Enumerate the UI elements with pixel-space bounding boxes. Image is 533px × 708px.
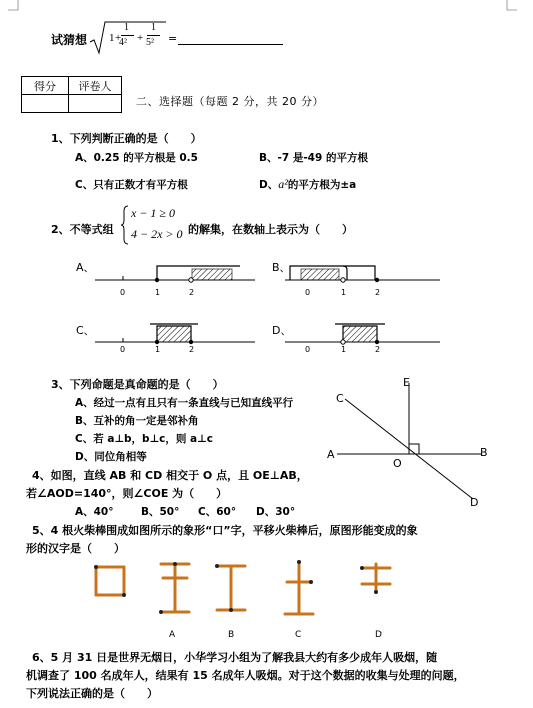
grader-cell[interactable] [69, 95, 122, 113]
frac2-bar [147, 35, 160, 36]
q4-option-c[interactable]: C、60° [198, 506, 237, 518]
q1-option-a[interactable]: A、0.25 的平方根是 0.5 [75, 152, 198, 164]
frac1-numerator: 1 [124, 22, 129, 33]
tick-c-2: 2 [189, 345, 195, 354]
q2-option-c-label[interactable]: C、 [76, 324, 95, 337]
numberline-c[interactable] [90, 318, 260, 368]
tick-a-0: 0 [120, 288, 126, 297]
frac1-denominator: 4² [119, 37, 127, 48]
answer-blank-line[interactable] [178, 44, 283, 45]
score-header: 得分 [22, 77, 69, 95]
numberline-a[interactable] [90, 256, 260, 306]
tick-b-1: 1 [341, 288, 347, 297]
q6-line-3: 下列说法正确的是（ ） [26, 687, 158, 700]
matchstick-option-a[interactable] [157, 560, 197, 620]
q1-option-d[interactable] [259, 177, 356, 192]
guess-plus-2: + [137, 32, 144, 44]
q3-option-a[interactable]: A、经过一点有且只有一条直线与已知直线平行 [75, 397, 294, 409]
q4-option-b[interactable]: B、50° [141, 506, 180, 518]
tick-a-2: 2 [189, 288, 195, 297]
matchstick-option-c[interactable] [281, 558, 321, 620]
guess-one: 1 [109, 32, 115, 44]
q5-label-a: A [169, 630, 176, 640]
q1-option-b[interactable]: B、-7 是-49 的平方根 [259, 152, 368, 164]
q2-inequality-2: 4 − 2x > 0 [131, 227, 183, 241]
q5-stem-2: 形的汉字是（ ） [26, 542, 125, 555]
guess-plus-1: + [115, 32, 122, 44]
q6-line-1: 6、5 月 31 日是世界无烟日，小华学习小组为了解我县大约有多少成年人吸烟，随 [32, 651, 438, 664]
figure-label-a: A [327, 448, 335, 461]
q2-inequality-1: x − 1 ≥ 0 [131, 206, 176, 220]
crop-mark-left [0, 0, 20, 20]
q2-stem-suffix: 的解集，在数轴上表示为（ ） [188, 223, 353, 236]
score-cell[interactable] [22, 95, 69, 113]
q2-option-d-label[interactable]: D、 [272, 324, 292, 337]
q2-stem-prefix: 2、不等式组 [51, 223, 114, 236]
q1-option-c[interactable]: C、只有正数才有平方根 [75, 179, 188, 191]
q3-option-c[interactable]: C、若 a⊥b，b⊥c，则 a⊥c [75, 433, 213, 445]
q4-option-d[interactable]: D、30° [256, 506, 296, 518]
q2-option-b-label[interactable]: B、 [272, 261, 291, 274]
figure-label-e: E [403, 376, 410, 389]
tick-b-2: 2 [375, 288, 381, 297]
q4-stem: 4、如图，直线 AB 和 CD 相交于 O 点，且 OE⊥AB， [32, 469, 308, 482]
tick-a-1: 1 [155, 288, 161, 297]
score-table [21, 76, 122, 113]
q3-stem: 3、下列命题是真命题的是（ ） [51, 378, 224, 391]
figure-label-o: O [393, 457, 402, 470]
guess-equals: = [168, 32, 178, 45]
numberline-d[interactable] [285, 318, 445, 368]
numberline-b[interactable] [285, 256, 445, 306]
matchstick-option-b[interactable] [213, 560, 253, 620]
q6-line-2: 机调查了 100 名成年人，结果有 15 名成年人吸烟。对于这个数据的收集与处理的问题， [26, 669, 465, 682]
q1-d-math: a² [278, 177, 288, 191]
figure-label-c: C [336, 392, 344, 405]
tick-d-0: 0 [305, 345, 311, 354]
q3-option-b[interactable]: B、互补的角一定是邻补角 [75, 415, 199, 427]
guess-label: 试猜想 [51, 33, 88, 47]
q5-label-d: D [375, 630, 382, 640]
tick-c-0: 0 [120, 345, 126, 354]
sqrt-sign-icon [90, 20, 170, 56]
q2-option-a-label[interactable]: A、 [76, 261, 95, 274]
matchstick-option-d[interactable] [358, 560, 398, 600]
q1-d-prefix: D、 [259, 179, 279, 191]
figure-label-d: D [470, 496, 479, 509]
q5-label-b: B [228, 630, 235, 640]
crop-mark-right [505, 0, 525, 20]
frac1-bar [121, 35, 134, 36]
q4-option-a[interactable]: A、40° [75, 506, 114, 518]
q1-stem: 1、下列判断正确的是（ ） [51, 132, 202, 145]
frac2-numerator: 1 [151, 22, 156, 33]
q4-stem-2: 若∠AOD=140°，则∠COE 为（ ） [26, 487, 228, 500]
q5-stem: 5、4 根火柴棒围成如图所示的象形“口”字，平移火柴棒后，原图形能变成的象 [32, 524, 418, 537]
q1-d-suffix: 的平方根为±a [287, 179, 357, 191]
section-title: 二、选择题（每题 2 分，共 20 分） [136, 95, 324, 108]
intersecting-lines-figure [325, 375, 495, 515]
figure-label-b: B [480, 446, 488, 459]
frac2-denominator: 5² [146, 37, 154, 48]
grader-header: 评卷人 [69, 77, 122, 95]
system-brace-icon [121, 205, 129, 245]
q3-option-d[interactable]: D、同位角相等 [75, 451, 147, 463]
tick-d-1: 1 [341, 345, 347, 354]
q5-label-c: C [295, 630, 302, 640]
matchstick-square-figure [92, 563, 132, 603]
tick-c-1: 1 [155, 345, 161, 354]
tick-b-0: 0 [305, 288, 311, 297]
tick-d-2: 2 [375, 345, 381, 354]
